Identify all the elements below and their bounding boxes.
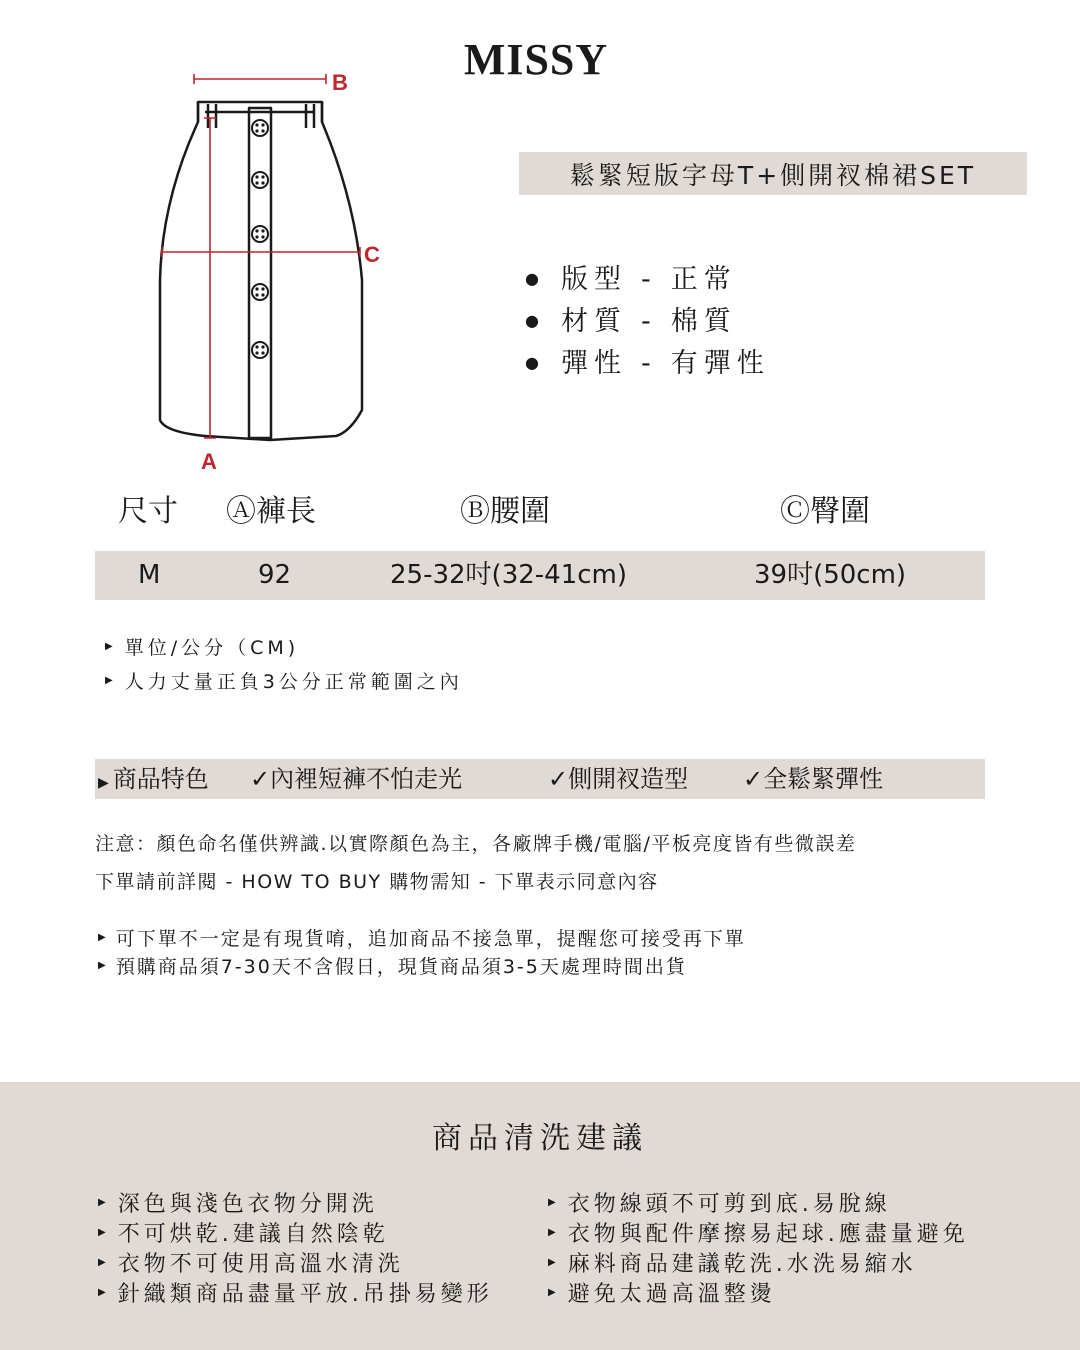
measure-label-b: B bbox=[332, 70, 348, 95]
size-value: M bbox=[138, 560, 161, 590]
waist-header: Ⓑ腰圍 bbox=[460, 494, 550, 529]
measure-line-b bbox=[194, 74, 326, 84]
tolerance-note: ▶ 人力丈量正負3公分正常範圍之內 bbox=[105, 671, 463, 693]
button-2 bbox=[252, 172, 268, 188]
button-1 bbox=[252, 120, 268, 136]
care-item: ▶ 不可烘乾.建議自然陰乾 bbox=[98, 1222, 389, 1247]
care-item: ▶ 衣物不可使用高溫水清洗 bbox=[98, 1252, 404, 1277]
care-list-right bbox=[548, 1190, 969, 1310]
waist-value: 25-32吋(32-41cm) bbox=[390, 560, 628, 590]
color-caution: 注意：顏色命名僅供辨識.以實際顏色為主，各廠牌手機/電腦/平板亮度皆有些微誤差 bbox=[95, 833, 857, 855]
product-title-box bbox=[519, 152, 1027, 195]
how-to-buy-note: 下單請前詳閱 - HOW TO BUY 購物需知 - 下單表示同意內容 bbox=[95, 871, 659, 893]
spec-item-elasticity: ● 彈性 - 有彈性 bbox=[525, 343, 770, 385]
button-3 bbox=[252, 226, 268, 242]
unit-note: ▶ 單位/公分（CM) bbox=[105, 637, 300, 659]
size-table-row bbox=[95, 551, 985, 600]
care-item: ▶ 麻料商品建議乾洗.水洗易縮水 bbox=[548, 1252, 917, 1277]
belt-loop-right bbox=[306, 104, 314, 128]
order-note: ▶ 可下單不一定是有現貨唷，追加商品不接急單，提醒您可接受再下單 bbox=[98, 928, 746, 950]
care-list-left bbox=[98, 1190, 493, 1310]
care-item: ▶ 衣物線頭不可剪到底.易脫線 bbox=[548, 1192, 891, 1217]
spec-list bbox=[525, 259, 770, 385]
measure-line-c bbox=[162, 247, 360, 257]
belt-loop-left bbox=[208, 104, 216, 128]
brand-logo: MISSY bbox=[463, 35, 609, 84]
care-title: 商品清洗建議 bbox=[432, 1121, 648, 1156]
care-item: ▶ 針織類商品盡量平放.吊掛易變形 bbox=[98, 1282, 493, 1307]
length-value: 92 bbox=[258, 560, 292, 590]
care-item: ▶ 避免太過高溫整燙 bbox=[548, 1282, 776, 1307]
skirt-diagram bbox=[150, 60, 390, 480]
feature-item-shorts: ✓內裡短褲不怕走光 bbox=[250, 765, 463, 793]
preorder-note: ▶ 預購商品須7-30天不含假日，現貨商品須3-5天處理時間出貨 bbox=[98, 956, 687, 978]
measure-label-c: C bbox=[364, 242, 380, 267]
button-placket bbox=[249, 108, 271, 438]
features-label: ▶ 商品特色 bbox=[98, 765, 209, 793]
measure-label-a: A bbox=[201, 449, 217, 474]
features-bar bbox=[95, 759, 985, 799]
feature-item-slit: ✓側開衩造型 bbox=[548, 765, 689, 793]
spec-item-material: ● 材質 - 棉質 bbox=[525, 301, 770, 343]
feature-item-elastic: ✓全鬆緊彈性 bbox=[743, 765, 884, 793]
length-header: Ⓐ褲長 bbox=[226, 494, 316, 529]
spec-item-fit: ● 版型 - 正常 bbox=[525, 259, 770, 301]
care-item: ▶ 深色與淺色衣物分開洗 bbox=[98, 1192, 378, 1217]
hip-header: Ⓒ臀圍 bbox=[780, 494, 870, 529]
button-5 bbox=[252, 342, 268, 358]
size-header: 尺寸 bbox=[118, 494, 178, 529]
skirt-outline bbox=[160, 102, 362, 440]
care-item: ▶ 衣物與配件摩擦易起球.應盡量避免 bbox=[548, 1222, 969, 1247]
product-title: 鬆緊短版字母T+側開衩棉裙SET bbox=[569, 160, 977, 190]
hip-value: 39吋(50cm) bbox=[754, 560, 907, 590]
measure-line-a bbox=[204, 118, 216, 438]
button-4 bbox=[252, 284, 268, 300]
